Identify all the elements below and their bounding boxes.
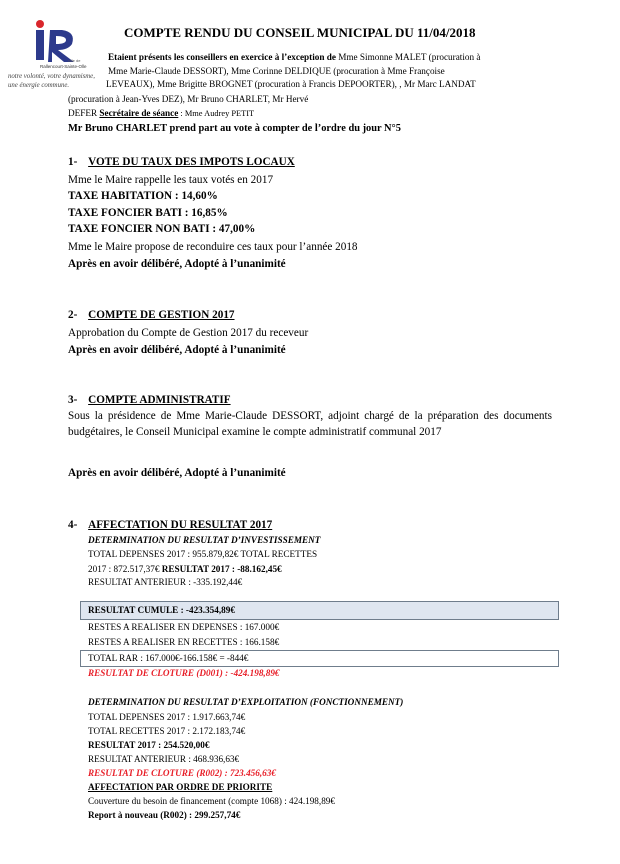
section-2-text: Approbation du Compte de Gestion 2017 du receveur xyxy=(68,327,309,339)
exploitation-line-3: RESULTAT 2017 : 254.520,00€ xyxy=(88,740,210,750)
presence-line-5 xyxy=(68,108,254,119)
investment-total-recettes: 2017 : 872.517,37€ xyxy=(88,564,162,574)
presence-line-6: Mr Bruno CHARLET prend part au vote à compter de l’ordre du jour N°5 xyxy=(68,123,401,134)
investment-result-2017: RESULTAT 2017 : -88.162,45€ xyxy=(161,564,282,574)
presence-line-1 xyxy=(108,52,480,63)
section-2-heading xyxy=(68,308,235,322)
section-1-adopt: Après en avoir délibéré, Adopté à l’unanimité xyxy=(68,258,286,270)
section-3-heading xyxy=(68,393,231,407)
presence-line-4: (procuration à Jean-Yves DEZ), Mr Bruno CHARLET, Mr Hervé xyxy=(68,94,309,104)
section-4-title: AFFECTATION DU RESULTAT 2017 xyxy=(88,519,273,531)
section-4-number: 4- xyxy=(68,519,78,531)
investment-line-2 xyxy=(88,564,282,575)
secretary-name: : Mme Audrey PETIT xyxy=(178,109,255,118)
section-1-heading xyxy=(68,155,295,169)
section-1-proposal: Mme le Maire propose de reconduire ces taux pour l’année 2018 xyxy=(68,241,358,253)
resultat-cumule: RESULTAT CUMULE : -423.354,89€ xyxy=(88,605,235,615)
rar-recettes: RESTES A REALISER EN RECETTES : 166.158€ xyxy=(88,637,280,647)
secretary-label: Secrétaire de séance xyxy=(99,108,179,118)
commune-logo xyxy=(8,18,100,98)
section-1-intro: Mme le Maire rappelle les taux votés en 2017 xyxy=(68,174,274,186)
section-1-title: VOTE DU TAUX DES IMPOTS LOCAUX xyxy=(88,156,295,168)
section-2-number: 2- xyxy=(68,309,78,321)
presence-defer: DEFER xyxy=(68,108,100,118)
tax-habitation: TAXE HABITATION : 14,60% xyxy=(68,190,218,202)
affectation-line-2: Report à nouveau (R002) : 299.257,74€ xyxy=(88,810,241,820)
presence-line-2: Mme Marie-Claude DESSORT), Mme Corinne DELDIQUE (procuration à Mme Françoise xyxy=(108,66,445,76)
section-3-adopt: Après en avoir délibéré, Adopté à l’unanimité xyxy=(68,467,286,479)
section-3-title: COMPTE ADMINISTRATIF xyxy=(88,394,231,406)
presence-intro: Etaient présents les conseillers en exercice à l’exception de xyxy=(108,52,336,62)
investment-line-3: RESULTAT ANTERIEUR : -335.192,44€ xyxy=(88,577,243,587)
logo-ville-de: ville de xyxy=(68,58,81,63)
cloture-investment: RESULTAT DE CLOTURE (D001) : -424.198,89€ xyxy=(88,668,280,678)
section-3-text: Sous la présidence de Mme Marie-Claude DESSORT, adjoint chargé de la préparation des documents budgétaires, le Conseil Municipal examine le compte administratif communal 2017 xyxy=(68,410,552,438)
presence-line-1-rest: Mme Simonne MALET (procuration à xyxy=(335,52,481,62)
section-3-number: 3- xyxy=(68,394,78,406)
investment-line-1: TOTAL DEPENSES 2017 : 955.879,82€ TOTAL RECETTES xyxy=(88,549,318,559)
logo-slogan-2: une énergie commune. xyxy=(8,82,70,89)
logo-commune-name: Rallencourt-Sainte-Olle xyxy=(40,64,87,69)
tax-foncier-bati: TAXE FONCIER BATI : 16,85% xyxy=(68,207,228,219)
section-1-number: 1- xyxy=(68,156,78,168)
section-4-heading xyxy=(68,518,272,532)
investment-title: DETERMINATION DU RESULTAT D’INVESTISSEMENT xyxy=(88,535,321,545)
total-rar: TOTAL RAR : 167.000€-166.158€ = -844€ xyxy=(88,653,249,663)
affectation-title: AFFECTATION PAR ORDRE DE PRIORITE xyxy=(88,782,273,792)
exploitation-line-2: TOTAL RECETTES 2017 : 2.172.183,74€ xyxy=(88,726,246,736)
exploitation-title-main: DETERMINATION DU RESULTAT D’EXPLOITATION xyxy=(88,697,308,707)
exploitation-line-1: TOTAL DEPENSES 2017 : 1.917.663,74€ xyxy=(88,712,246,722)
exploitation-title xyxy=(88,697,403,708)
section-2-adopt: Après en avoir délibéré, Adopté à l’unanimité xyxy=(68,344,286,356)
section-2-title: COMPTE DE GESTION 2017 xyxy=(88,309,235,321)
exploitation-title-sub: (FONCTIONNEMENT) xyxy=(307,697,404,707)
rar-depenses: RESTES A REALISER EN DEPENSES : 167.000€ xyxy=(88,622,280,632)
tax-foncier-non-bati: TAXE FONCIER NON BATI : 47,00% xyxy=(68,223,256,235)
page-title: COMPTE RENDU DU CONSEIL MUNICIPAL DU 11/04/2018 xyxy=(124,25,476,40)
affectation-line-1: Couverture du besoin de financement (compte 1068) : 424.198,89€ xyxy=(88,796,335,806)
presence-line-3: LEVEAUX), Mme Brigitte BROGNET (procuration à Francis DEPOORTER), , Mr Marc LANDAT xyxy=(106,79,476,89)
cloture-exploitation: RESULTAT DE CLOTURE (R002) : 723.456,63€ xyxy=(88,768,276,778)
logo-slogan-1: notre volonté, votre dynamisme, xyxy=(8,73,95,80)
exploitation-line-4: RESULTAT ANTERIEUR : 468.936,63€ xyxy=(88,754,240,764)
